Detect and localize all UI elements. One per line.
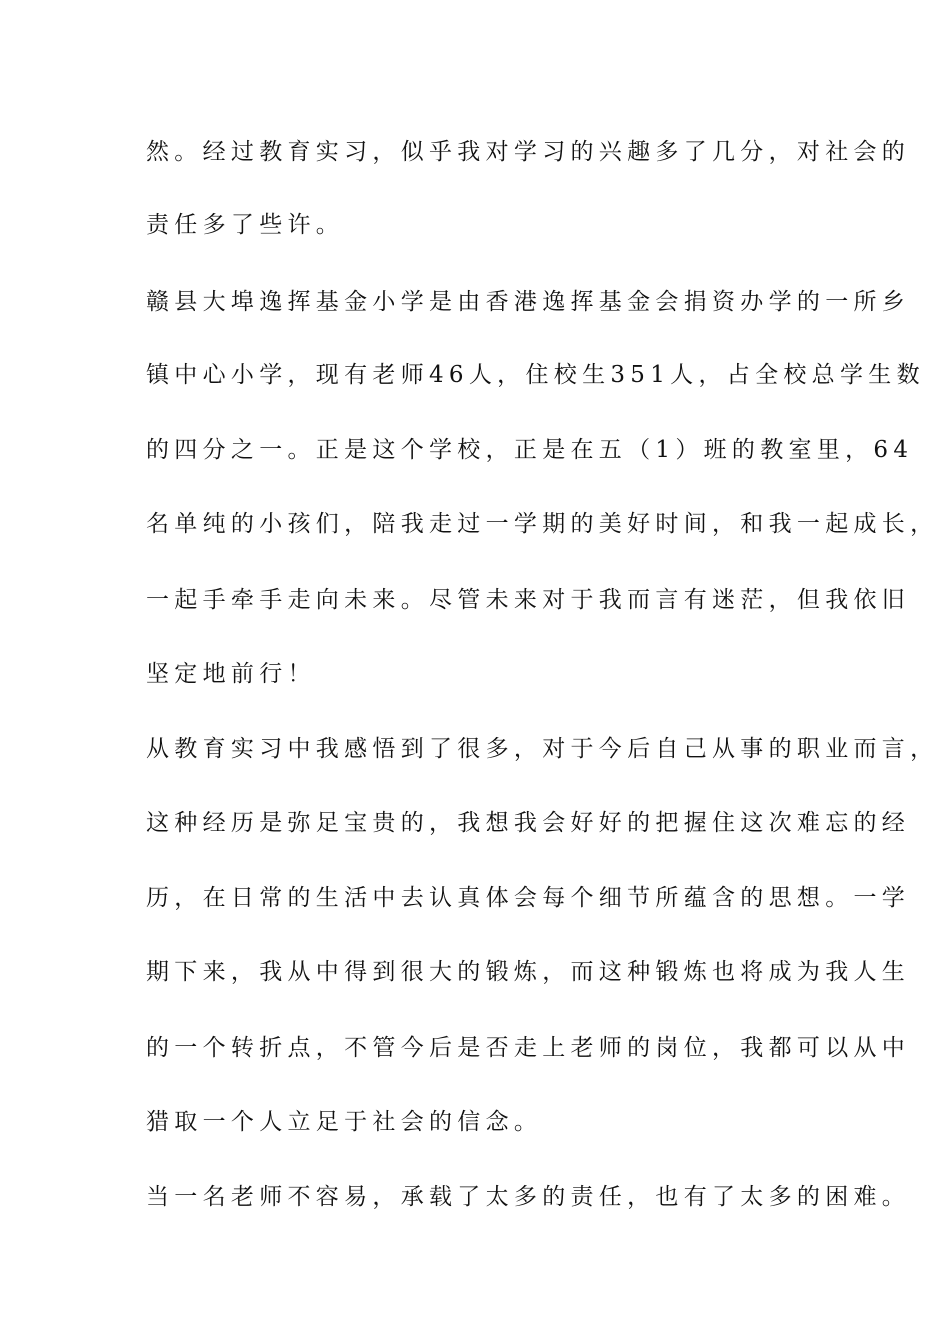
text-line: 从教育实习中我感悟到了很多，对于今后自己从事的职业而言， [146, 736, 939, 762]
text-line: 一起手牵手走向未来。尽管未来对于我而言有迷茫，但我依旧 [146, 587, 911, 613]
text-line: 坚定地前行！ [146, 661, 316, 687]
text-line: 然。经过教育实习，似乎我对学习的兴趣多了几分，对社会的 [146, 139, 911, 165]
text-line: 责任多了些许。 [146, 212, 345, 238]
text-line: 名单纯的小孩们，陪我走过一学期的美好时间，和我一起成长， [146, 511, 939, 537]
text-line: 镇中心小学，现有老师46人，住校生351人，占全校总学生数 [146, 362, 925, 388]
text-line: 的四分之一。正是这个学校，正是在五（1）班的教室里，64 [146, 437, 914, 463]
text-line: 的一个转折点，不管今后是否走上老师的岗位，我都可以从中 [146, 1035, 911, 1061]
text-line: 赣县大埠逸挥基金小学是由香港逸挥基金会捐资办学的一所乡 [146, 289, 911, 315]
text-line: 期下来，我从中得到很大的锻炼，而这种锻炼也将成为我人生 [146, 959, 911, 985]
text-line: 当一名老师不容易，承载了太多的责任，也有了太多的困难。 [146, 1184, 911, 1210]
text-line: 猎取一个人立足于社会的信念。 [146, 1109, 543, 1135]
text-line: 这种经历是弥足宝贵的，我想我会好好的把握住这次难忘的经 [146, 810, 911, 836]
text-line: 历，在日常的生活中去认真体会每个细节所蕴含的思想。一学 [146, 885, 911, 911]
